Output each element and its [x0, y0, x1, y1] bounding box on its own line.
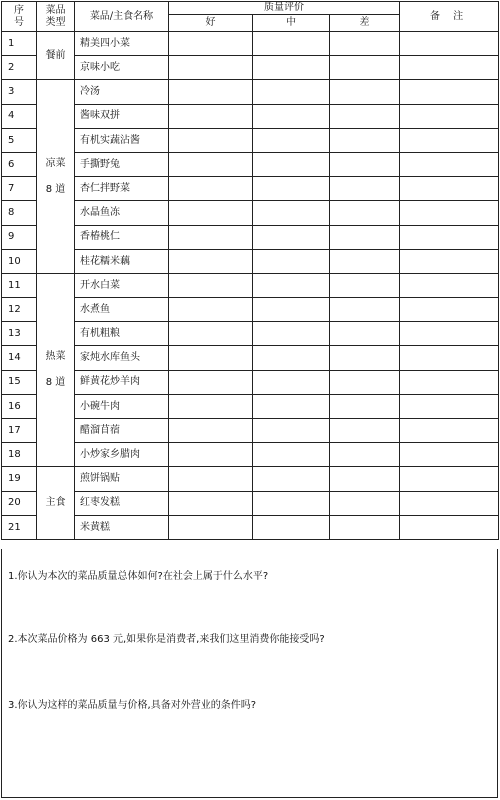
- rating-bad-cell[interactable]: [330, 491, 400, 515]
- rating-mid-cell[interactable]: [253, 152, 330, 176]
- table-row: [2, 273, 499, 297]
- remark-cell[interactable]: [400, 370, 499, 394]
- rating-mid-cell[interactable]: [253, 443, 330, 467]
- dish-type-label: 餐前: [45, 49, 66, 61]
- rating-good-cell[interactable]: [169, 467, 253, 491]
- dish-name: 红枣发糕: [75, 491, 169, 515]
- remark-cell[interactable]: [400, 32, 499, 56]
- dish-type-label: 热菜: [45, 351, 66, 363]
- rating-good-cell[interactable]: [169, 443, 253, 467]
- rating-bad-cell[interactable]: [330, 298, 400, 322]
- rating-mid-cell[interactable]: [253, 225, 330, 249]
- rating-mid-cell[interactable]: [253, 467, 330, 491]
- dish-name: 水煮鱼: [75, 298, 169, 322]
- remark-cell[interactable]: [400, 443, 499, 467]
- rating-bad-cell[interactable]: [330, 419, 400, 443]
- rating-mid-cell[interactable]: [253, 322, 330, 346]
- dish-type-cell: [37, 273, 75, 467]
- rating-bad-cell[interactable]: [330, 273, 400, 297]
- header-type-line1: 菜品: [45, 5, 66, 16]
- table-row: [2, 322, 499, 346]
- table-row: [2, 80, 499, 104]
- dish-name: 香椿桃仁: [75, 225, 169, 249]
- rating-good-cell[interactable]: [169, 491, 253, 515]
- dish-type-cell: [37, 467, 75, 540]
- row-number: 1: [2, 32, 37, 56]
- table-row: [2, 443, 499, 467]
- rating-good-cell[interactable]: [169, 273, 253, 297]
- remark-cell[interactable]: [400, 273, 499, 297]
- rating-good-cell[interactable]: [169, 225, 253, 249]
- table-row: [2, 225, 499, 249]
- dish-name: 煎饼锅贴: [75, 467, 169, 491]
- remark-cell[interactable]: [400, 515, 499, 539]
- rating-mid-cell[interactable]: [253, 249, 330, 273]
- dish-name: 小炒家乡腊肉: [75, 443, 169, 467]
- rating-good-cell[interactable]: [169, 32, 253, 56]
- rating-good-cell[interactable]: [169, 515, 253, 539]
- dish-name: 有机粗粮: [75, 322, 169, 346]
- table-row: [2, 128, 499, 152]
- remark-cell[interactable]: [400, 467, 499, 491]
- dish-name: 有机实蔬沾酱: [75, 128, 169, 152]
- dish-name: 家炖水库鱼头: [75, 346, 169, 370]
- table-row: [2, 249, 499, 273]
- rating-mid-cell[interactable]: [253, 370, 330, 394]
- rating-good-cell[interactable]: [169, 104, 253, 128]
- header-quality: 质量评价: [169, 2, 400, 15]
- dish-name: 京味小吃: [75, 56, 169, 80]
- table-row: [2, 419, 499, 443]
- table-row: [2, 152, 499, 176]
- remark-cell[interactable]: [400, 394, 499, 418]
- remark-cell[interactable]: [400, 177, 499, 201]
- row-number: 15: [2, 370, 37, 394]
- row-number: 5: [2, 128, 37, 152]
- dish-type-cell: [37, 80, 75, 274]
- dish-type-label: 主食: [45, 497, 66, 509]
- header-no-line1: 序: [14, 5, 24, 16]
- rating-mid-cell[interactable]: [253, 104, 330, 128]
- rating-mid-cell[interactable]: [253, 515, 330, 539]
- row-number: 12: [2, 298, 37, 322]
- rating-good-cell[interactable]: [169, 298, 253, 322]
- rating-mid-cell[interactable]: [253, 394, 330, 418]
- row-number: 17: [2, 419, 37, 443]
- rating-bad-cell[interactable]: [330, 128, 400, 152]
- rating-good-cell[interactable]: [169, 249, 253, 273]
- rating-mid-cell[interactable]: [253, 32, 330, 56]
- dish-name: 醋溜苜蓿: [75, 419, 169, 443]
- question-1: 1.你认为本次的菜品质量总体如何?在社会上属于什么水平?: [8, 571, 269, 582]
- header-good: 好: [169, 15, 253, 32]
- rating-bad-cell[interactable]: [330, 515, 400, 539]
- rating-bad-cell[interactable]: [330, 443, 400, 467]
- rating-mid-cell[interactable]: [253, 419, 330, 443]
- remark-cell[interactable]: [400, 249, 499, 273]
- remark-cell[interactable]: [400, 201, 499, 225]
- header-type: [37, 2, 75, 32]
- header-bad: 差: [330, 15, 400, 32]
- rating-good-cell[interactable]: [169, 419, 253, 443]
- table-row: [2, 177, 499, 201]
- remark-cell[interactable]: [400, 56, 499, 80]
- dish-count-label: 8 道: [45, 183, 66, 195]
- rating-bad-cell[interactable]: [330, 370, 400, 394]
- table-row: [2, 298, 499, 322]
- header-mid: 中: [253, 15, 330, 32]
- dish-count-label: 8 道: [45, 377, 66, 389]
- dish-name: 鲜黄花炒羊肉: [75, 370, 169, 394]
- remark-cell[interactable]: [400, 322, 499, 346]
- rating-mid-cell[interactable]: [253, 491, 330, 515]
- row-number: 4: [2, 104, 37, 128]
- table-row: [2, 201, 499, 225]
- remark-cell[interactable]: [400, 80, 499, 104]
- dish-type-cell: [37, 32, 75, 80]
- table-row: [2, 394, 499, 418]
- table-row: [2, 515, 499, 539]
- remark-cell[interactable]: [400, 298, 499, 322]
- rating-mid-cell[interactable]: [253, 298, 330, 322]
- remark-cell[interactable]: [400, 152, 499, 176]
- dish-name: 开水白菜: [75, 273, 169, 297]
- remark-cell[interactable]: [400, 104, 499, 128]
- dish-name: 水晶鱼冻: [75, 201, 169, 225]
- rating-bad-cell[interactable]: [330, 152, 400, 176]
- questions-block: [1, 549, 498, 798]
- rating-bad-cell[interactable]: [330, 467, 400, 491]
- rating-bad-cell[interactable]: [330, 56, 400, 80]
- rating-bad-cell[interactable]: [330, 201, 400, 225]
- rating-good-cell[interactable]: [169, 394, 253, 418]
- dish-evaluation-table: [1, 1, 499, 540]
- rating-good-cell[interactable]: [169, 152, 253, 176]
- dish-name: 小碗牛肉: [75, 394, 169, 418]
- rating-good-cell[interactable]: [169, 56, 253, 80]
- row-number: 10: [2, 249, 37, 273]
- rating-mid-cell[interactable]: [253, 128, 330, 152]
- table-row: [2, 467, 499, 491]
- table-row: [2, 104, 499, 128]
- row-number: 2: [2, 56, 37, 80]
- header-remark-label: 备 注: [429, 10, 469, 22]
- dish-name: 手撕野兔: [75, 152, 169, 176]
- rating-mid-cell[interactable]: [253, 177, 330, 201]
- rating-bad-cell[interactable]: [330, 394, 400, 418]
- header-type-line2: 类型: [45, 16, 66, 28]
- row-number: 20: [2, 491, 37, 515]
- rating-bad-cell[interactable]: [330, 32, 400, 56]
- dish-name: 酱味双拼: [75, 104, 169, 128]
- row-number: 19: [2, 467, 37, 491]
- row-number: 13: [2, 322, 37, 346]
- dish-name: 冷汤: [75, 80, 169, 104]
- header-no: [2, 2, 37, 32]
- dish-name: 米黄糕: [75, 515, 169, 539]
- remark-cell[interactable]: [400, 128, 499, 152]
- rating-mid-cell[interactable]: [253, 80, 330, 104]
- table-row: [2, 346, 499, 370]
- rating-bad-cell[interactable]: [330, 104, 400, 128]
- dish-name: 杏仁拌野菜: [75, 177, 169, 201]
- rating-mid-cell[interactable]: [253, 273, 330, 297]
- remark-cell[interactable]: [400, 419, 499, 443]
- rating-mid-cell[interactable]: [253, 346, 330, 370]
- row-number: 11: [2, 273, 37, 297]
- row-number: 3: [2, 80, 37, 104]
- rating-good-cell[interactable]: [169, 80, 253, 104]
- question-2: 2.本次菜品价格为 663 元,如果你是消费者,来我们这里消费你能接受吗?: [8, 634, 325, 645]
- table-row: [2, 370, 499, 394]
- header-no-line2: 号: [14, 16, 24, 28]
- dish-type-label: 凉菜: [45, 157, 66, 169]
- rating-mid-cell[interactable]: [253, 201, 330, 225]
- rating-good-cell[interactable]: [169, 370, 253, 394]
- table-row: [2, 56, 499, 80]
- remark-cell[interactable]: [400, 491, 499, 515]
- table-row: [2, 491, 499, 515]
- row-number: 21: [2, 515, 37, 539]
- row-number: 8: [2, 201, 37, 225]
- rating-bad-cell[interactable]: [330, 177, 400, 201]
- question-3: 3.你认为这样的菜品质量与价格,具备对外营业的条件吗?: [8, 700, 257, 711]
- rating-bad-cell[interactable]: [330, 80, 400, 104]
- rating-mid-cell[interactable]: [253, 56, 330, 80]
- remark-cell[interactable]: [400, 346, 499, 370]
- rating-good-cell[interactable]: [169, 201, 253, 225]
- row-number: 16: [2, 394, 37, 418]
- remark-cell[interactable]: [400, 225, 499, 249]
- rating-bad-cell[interactable]: [330, 322, 400, 346]
- row-number: 14: [2, 346, 37, 370]
- dish-name: 桂花糯米藕: [75, 249, 169, 273]
- rating-good-cell[interactable]: [169, 128, 253, 152]
- row-number: 18: [2, 443, 37, 467]
- rating-bad-cell[interactable]: [330, 225, 400, 249]
- dish-name: 精美四小菜: [75, 32, 169, 56]
- rating-bad-cell[interactable]: [330, 346, 400, 370]
- row-number: 9: [2, 225, 37, 249]
- rating-good-cell[interactable]: [169, 177, 253, 201]
- rating-good-cell[interactable]: [169, 346, 253, 370]
- rating-good-cell[interactable]: [169, 322, 253, 346]
- table-row: [2, 32, 499, 56]
- header-remark: [400, 2, 499, 32]
- rating-bad-cell[interactable]: [330, 249, 400, 273]
- row-number: 6: [2, 152, 37, 176]
- header-dish-name: 菜品/主食名称: [75, 2, 169, 32]
- row-number: 7: [2, 177, 37, 201]
